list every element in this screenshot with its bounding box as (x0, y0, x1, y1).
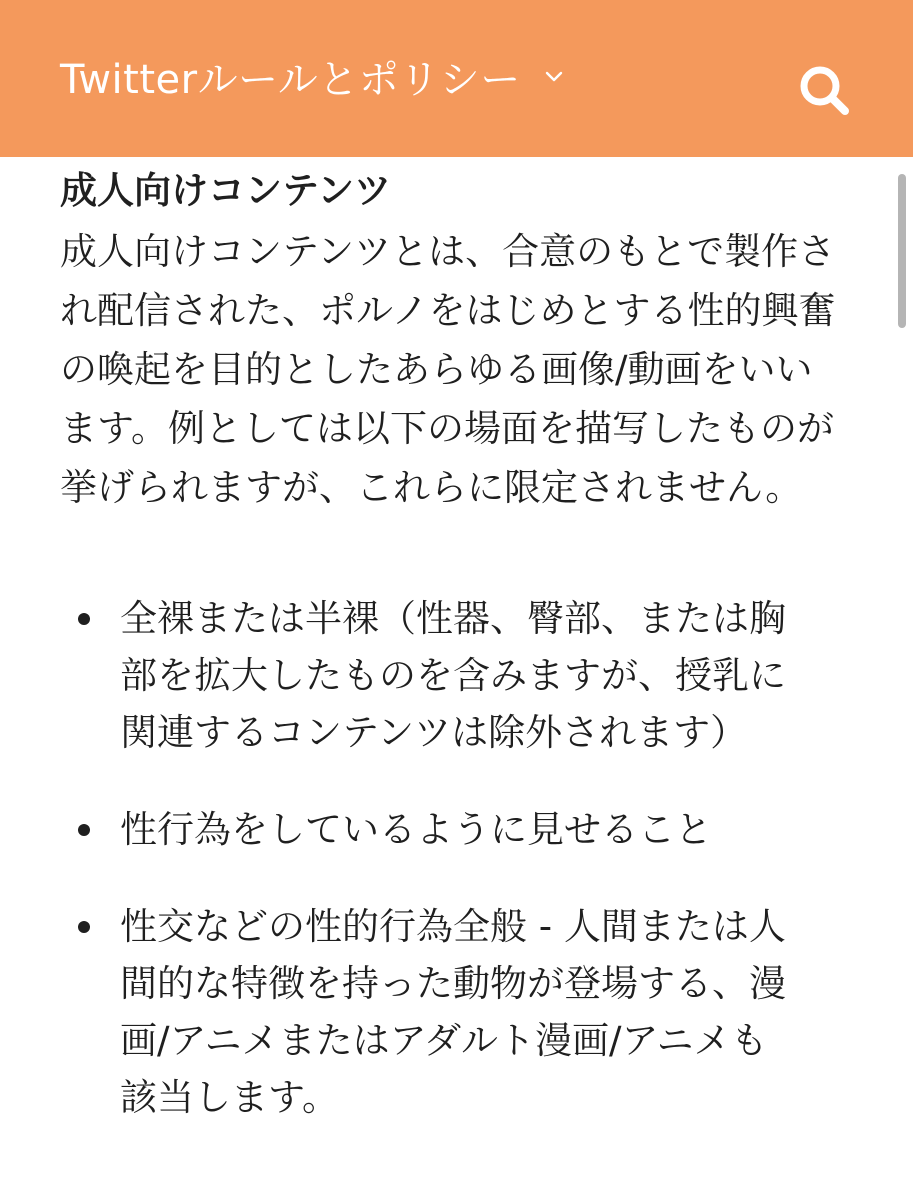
examples-list (60, 590, 860, 1126)
scrollbar-thumb[interactable] (898, 174, 906, 328)
list-item (60, 898, 800, 1126)
bullet-dot (78, 921, 90, 933)
list-item-text: 性交などの性的行為全般 - 人間または人間的な特徴を持った動物が登場する、漫画/アニメまたはアダルト漫画/アニメも該当します。 (120, 905, 786, 1119)
list-item (60, 801, 800, 858)
section-heading: 成人向けコンテンツ (60, 169, 392, 212)
policy-menu-dropdown[interactable] (60, 48, 565, 104)
chevron-down-icon (543, 65, 565, 87)
top-nav-bar (0, 0, 913, 157)
list-item (60, 590, 800, 761)
list-item-text: 性行為をしているように見せること (120, 808, 712, 851)
search-icon (796, 62, 852, 118)
article-body (60, 160, 860, 1119)
nav-title: Twitterルールとポリシー (60, 56, 521, 103)
definition-paragraph: 成人向けコンテンツとは、合意のもとで製作され配信された、ポルノをはじめとする性的興奮の喚起を目的としたあらゆる画像/動画をいいます。例としては以下の場面を描写したものが挙げられますが、これらに限定されません。 (60, 230, 836, 509)
bullet-dot (78, 824, 90, 836)
search-button[interactable] (796, 62, 852, 118)
bullet-dot (78, 613, 90, 625)
list-item-text: 全裸または半裸（性器、臀部、または胸部を拡大したものを含みますが、授乳に関連するコンテンツは除外されます） (120, 597, 786, 754)
